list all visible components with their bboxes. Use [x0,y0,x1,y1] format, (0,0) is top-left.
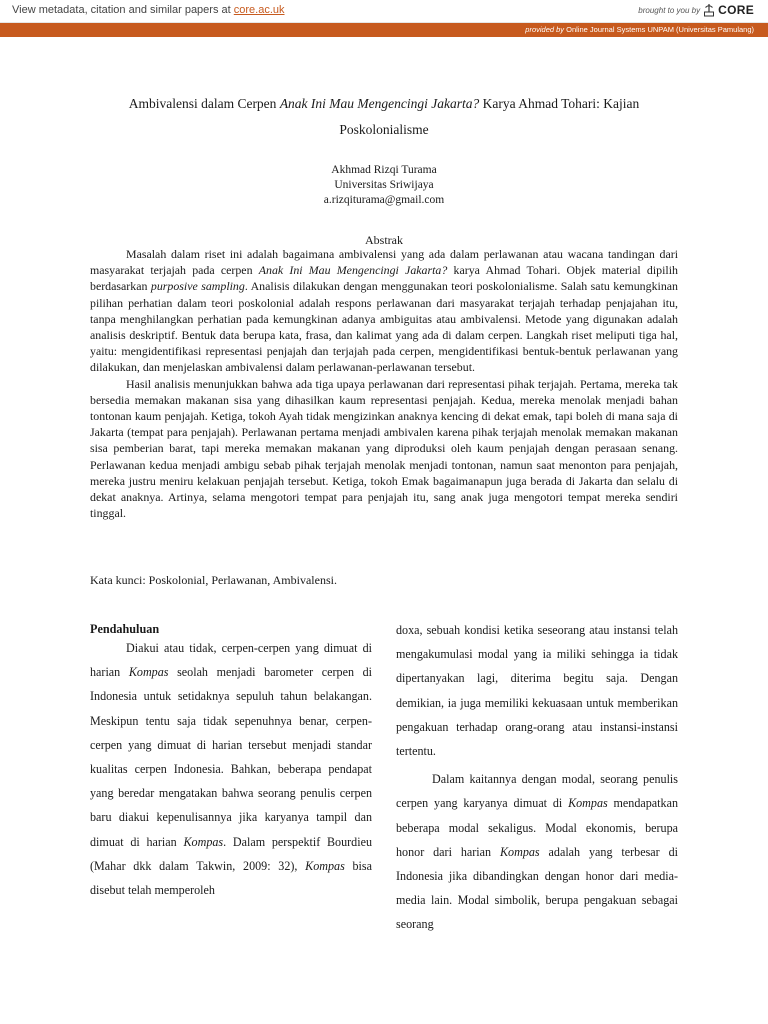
title-italic: Anak Ini Mau Mengencingi Jakarta? [279,96,480,111]
left-p1-text-d: bisa disebut telah memperoleh [90,858,372,898]
abstract-p1-text-c: . Analisis dilakukan dengan menggunakan teori poskolonialisme. Salah satu kemungkinan pilihan perhatian dalam teori poskolonial adalah respons perlawanan dari masyarakat terjajah terhadap penjajahan itu, tanpa menghilangkan perhatian pada kemungkinan adanya ambiguitas atau ambivalensi. Metode yang digunakan adalah analisis deskriptif. Bentuk data berupa kata, frasa, dan kalimat yang ada di dalam cerpen. Langkah riset meliputi tiga hal, yaitu: mengidentifikasi representasi penjajah dan terjajah pada cerpen, mengidentifikasi bentuk-bentuk perlawanan yang dilakukan, dan menjelaskan ambivalensi dalam perlawanan-perlawanan tersebut. [90,279,678,375]
core-provider-strip [0,23,768,37]
core-logo-icon [703,3,715,17]
left-p1-italic-2: Kompas [183,834,224,849]
abstract-p1-text-a: Masalah dalam riset ini adalah bagaimana ambivalensi yang ada dalam perlawanan atau wacana tandingan dari masyarakat terjajah pada cerpen [90,247,678,278]
left-p1-italic-3: Kompas [305,858,345,873]
body-column-right [396,618,678,937]
author-name: Akhmad Rizqi Turama [331,164,437,176]
core-link[interactable]: core.ac.uk [233,4,285,16]
brought-by-text: brought to you by [638,5,701,15]
body-paragraph: doxa, sebuah kondisi ketika seseorang atau instansi telah mengakumulasi modal yang ia miliki sehingga ia tidak dipertanyakan lagi, diterima begitu saja. Dengan demikian, ia juga memiliki kekuasaan untuk memberikan pengakuan terhadap orang-orang atau instansi-instansi tertentu. [396,623,678,759]
abstract-paragraph-1 [90,246,678,376]
provided-by-label: provided by [525,25,565,34]
author-email: a.rizqiturama@gmail.com [323,194,445,206]
core-metadata-text: View metadata, citation and similar papers at [12,4,231,16]
paper-title [120,91,648,143]
right-p2-italic-1: Kompas [568,796,608,811]
provider-source: Online Journal Systems UNPAM (Universitas Pamulang) [566,25,754,34]
right-p2-text-a: Dalam kaitannya dengan modal, seorang penulis cerpen yang karyanya dimuat di [396,772,678,811]
core-brand[interactable] [638,3,754,17]
abstract-p1-text-b: karya Ahmad Tohari. Objek material dipilih berdasarkan [90,263,678,294]
right-p2-italic-2: Kompas [499,844,540,859]
abstract-heading: Abstrak [365,233,403,247]
title-pre: Ambivalensi dalam Cerpen [128,96,280,111]
body-column-left [90,620,372,902]
abstract-p1-italic-title: Anak Ini Mau Mengencingi Jakarta? [258,263,448,278]
left-p1-text-b: seolah menjadi barometer cerpen di Indonesia untuk setidaknya sepuluh tahun belakangan. Meskipun tentu saja tidak sepenuhnya benar, cerpen-cerpen yang dimuat di harian tersebut menjadi standar kualitas cerpen Indonesia. Bahkan, beberapa pendapat yang beredar mengatakan bahwa seorang penulis cerpen baru diakui kepenulisannya jika karyanya tampil dan dimuat di harian [90,665,372,849]
left-p1-text-a: Diakui atau tidak, cerpen-cerpen yang dimuat di harian [90,641,372,680]
abstract-body [90,246,678,521]
right-p2-text-b: mendapatkan beberapa modal sekaligus. Modal ekonomis, berupa honor dari harian [396,796,678,859]
right-p2-text-c: adalah yang terbesar di Indonesia jika dibandingkan dengan honor dari media-media lain. Modal simbolik, berupa pengakuan sebagai seorang [396,844,678,932]
core-metadata-line [12,4,285,16]
left-p1-text-c: . Dalam perspektif Bourdieu (Mahar dkk dalam Takwin, 2009: 32), [90,834,372,873]
section-heading: Pendahuluan [90,622,160,636]
core-brand-name: CORE [718,3,754,17]
author-affiliation: Universitas Sriwijaya [334,179,434,191]
core-banner [0,0,768,23]
abstract-p1-italic-term: purposive sampling [150,279,245,294]
abstract-paragraph-2: Hasil analisis menunjukkan bahwa ada tiga upaya perlawanan dari representasi pihak terjajah. Pertama, mereka tak bersedia memakan makanan sisa yang dihasilkan kaum representasi penjajah. Kedua, mereka menolak menjadi bahan tontonan kaum penjajah. Ketiga, tokoh Ayah tidak mengizinkan anaknya kencing di dekat emak, tapi boleh di mana saja di Jakarta (tempat para penjajah). Perlawanan pertama menjadi ambivalen karena pihak terjajah menolak memakan makanan sisa pemberian barat, tapi mereka memakan makanan yang diproduksi oleh kaum penjajah dengan perasaan senang. Perlawanan kedua menjadi ambigu sebab pihak terjajah menolak menjadi tontonan, namun saat menonton para penjajah, mereka justru meniru kelakuan penjajah tersebut. Ketiga, tokoh Emak bagaimanapun juga berada di Jakarta dan selalu di dekat anaknya. Artinya, selama mengotori tempat para penjajah itu, sang anak juga mengotori tempat mereka sendiri tinggal. [90,376,678,521]
keywords-line: Kata kunci: Poskolonial, Perlawanan, Ambivalensi. [90,573,337,587]
left-p1-italic-1: Kompas [128,665,169,680]
title-post: Karya Ahmad Tohari: Kajian Poskolonialisme [339,96,640,137]
provider-line[interactable] [525,25,754,34]
body-paragraph [90,636,372,902]
body-paragraph [396,767,678,936]
author-block [200,163,568,208]
